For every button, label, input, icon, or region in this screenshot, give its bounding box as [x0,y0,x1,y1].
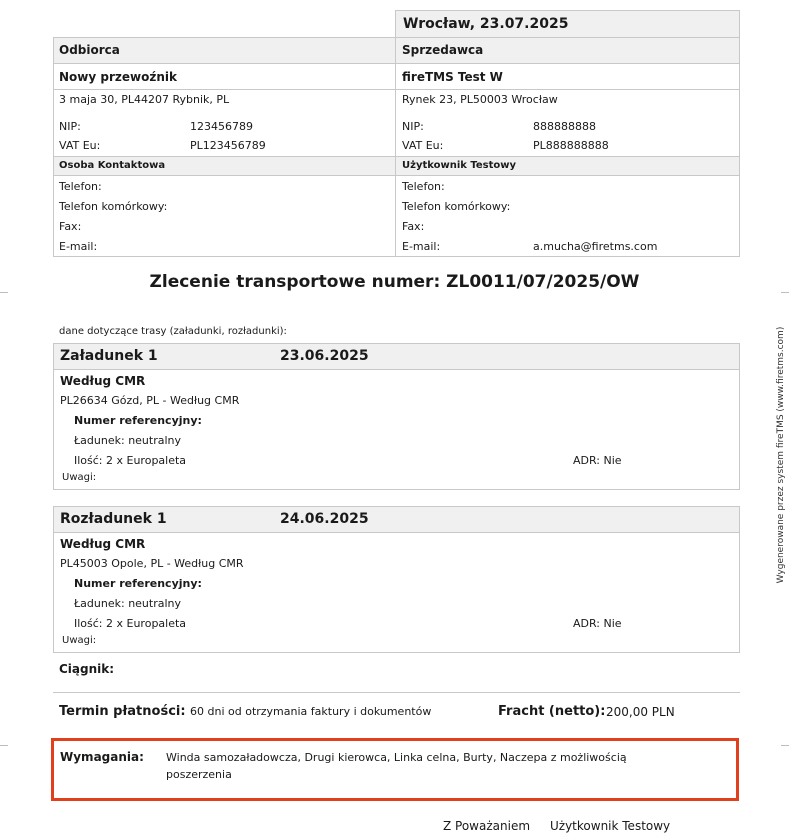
seller-vat-value: PL888888888 [533,139,609,152]
seller-vat-label: VAT Eu: [402,139,444,152]
row-divider [54,89,739,90]
margin-tick [781,292,789,293]
date-header-cell [395,10,740,38]
requirements-box [51,738,739,801]
seller-email-label: E-mail: [402,240,441,253]
loading-qty: Ilość: 2 x Europaleta [74,454,187,467]
margin-tick [781,745,789,746]
unloading-ref-label: Numer referencyjny: [74,577,202,590]
loading-notes: Uwagi: [62,472,97,483]
requirements-line2: poszerzenia [166,768,232,781]
loading-cargo: Ładunek: neutralny [74,434,182,447]
seller-nip-value: 888888888 [533,120,596,133]
payment-value: 60 dni od otrzymania faktury i dokumentów [190,705,432,718]
closing-regards: Z Poważaniem [443,819,531,833]
recipient-vat-label: VAT Eu: [59,139,101,152]
loading-place-name: Według CMR [60,374,146,388]
freight-value: 200,00 PLN [606,705,675,719]
unloading-title: Rozładunek 1 [60,511,167,527]
place-date: Wrocław, 23.07.2025 [403,16,569,32]
recipient-nip-value: 123456789 [190,120,253,133]
unloading-place-name: Według CMR [60,537,146,551]
margin-tick [0,745,8,746]
recipient-heading: Odbiorca [59,43,120,57]
seller-name: fireTMS Test W [402,70,503,84]
unloading-address: PL45003 Opole, PL - Według CMR [60,557,244,570]
loading-date: 23.06.2025 [280,348,369,364]
loading-ref-label: Numer referencyjny: [74,414,202,427]
unloading-header [54,507,739,533]
unloading-section [53,506,740,653]
recipient-contact-heading-cell [54,156,395,176]
seller-fax-label: Fax: [402,220,425,233]
recipient-phone-label: Telefon: [59,180,102,193]
loading-title: Załadunek 1 [60,348,158,364]
loading-section [53,343,740,490]
freight-label: Fracht (netto): [498,704,606,719]
column-divider [395,37,396,257]
recipient-mobile-label: Telefon komórkowy: [59,200,168,213]
loading-adr: ADR: Nie [573,454,622,467]
unloading-notes: Uwagi: [62,635,97,646]
recipient-name: Nowy przewoźnik [59,70,177,84]
closing-signer: Użytkownik Testowy [550,819,671,833]
recipient-address: 3 maja 30, PL44207 Rybnik, PL [59,93,230,106]
seller-address: Rynek 23, PL50003 Wrocław [402,93,558,106]
recipient-nip-label: NIP: [59,120,81,133]
loading-address: PL26634 Gózd, PL - Według CMR [60,394,240,407]
unloading-cargo: Ładunek: neutralny [74,597,182,610]
recipient-vat-value: PL123456789 [190,139,266,152]
seller-contact-heading-cell [396,156,739,176]
seller-nip-label: NIP: [402,120,424,133]
requirements-line1: Winda samozaładowcza, Drugi kierowca, Linka celna, Burty, Naczepa z możliwością [166,751,627,764]
unloading-date: 24.06.2025 [280,511,369,527]
requirements-label: Wymagania: [60,750,144,764]
loading-header [54,344,739,370]
unloading-qty: Ilość: 2 x Europaleta [74,617,187,630]
route-caption: dane dotyczące trasy (załadunki, rozładunki): [59,326,287,337]
recipient-contact-heading: Osoba Kontaktowa [59,160,166,171]
seller-contact-heading: Użytkownik Testowy [402,160,517,171]
section-divider [53,692,740,693]
seller-email-link[interactable]: a.mucha@firetms.com [533,240,658,253]
generated-by-note: Wygenerowane przez system fireTMS (www.firetms.com) [776,326,786,584]
seller-heading-cell [396,38,739,64]
seller-phone-label: Telefon: [402,180,445,193]
order-title: Zlecenie transportowe numer: ZL0011/07/2025/OW [149,272,640,292]
recipient-email-label: E-mail: [59,240,98,253]
margin-tick [0,292,8,293]
recipient-fax-label: Fax: [59,220,82,233]
unloading-adr: ADR: Nie [573,617,622,630]
seller-mobile-label: Telefon komórkowy: [402,200,511,213]
seller-heading: Sprzedawca [402,43,484,57]
payment-label: Termin płatności: [59,704,186,719]
recipient-heading-cell [54,38,395,64]
tractor-label: Ciągnik: [59,662,115,676]
